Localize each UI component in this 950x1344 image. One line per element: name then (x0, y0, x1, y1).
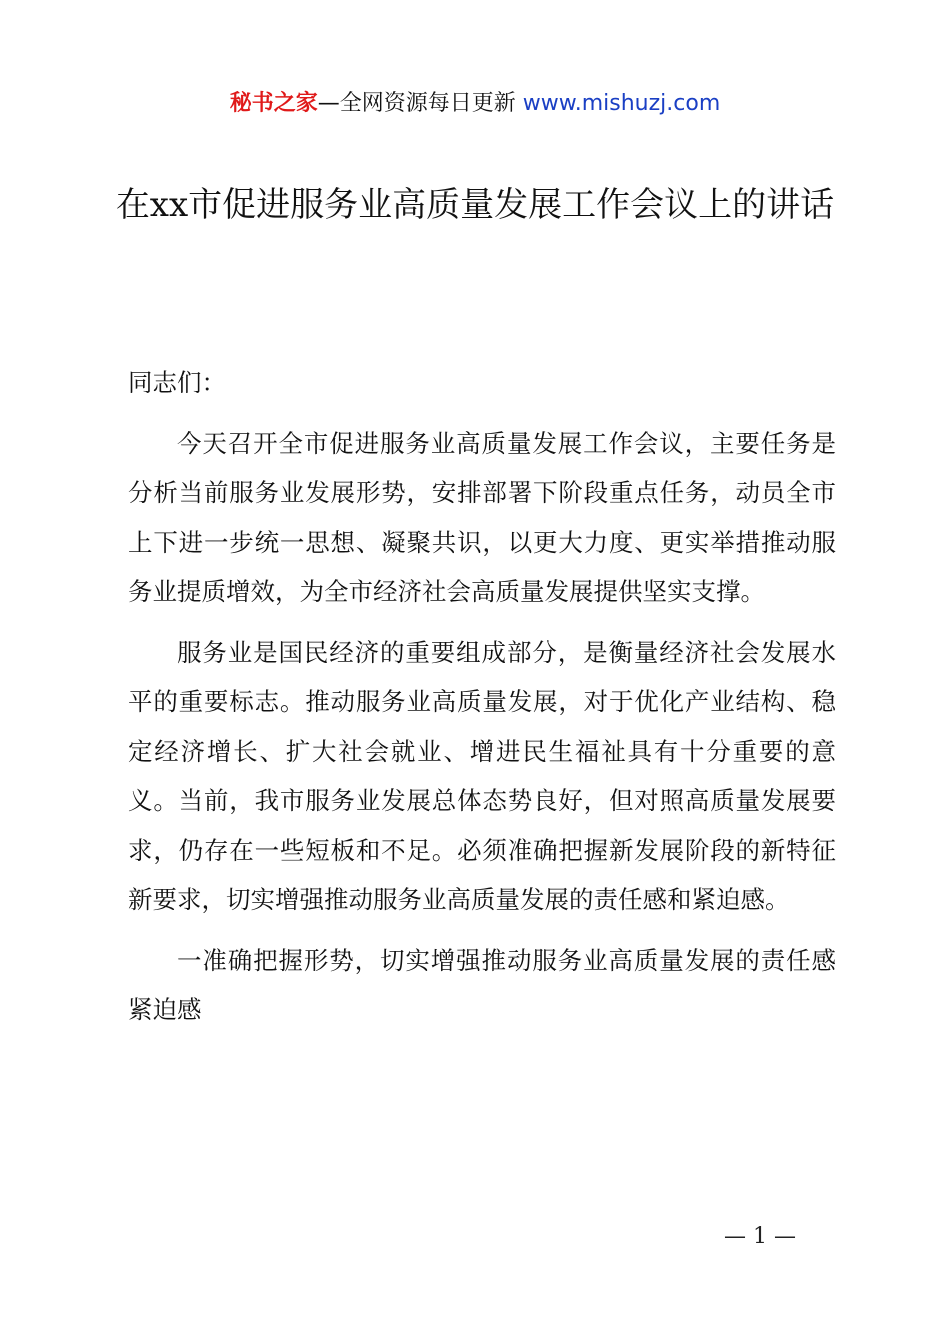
page-number: — 1 — (724, 1224, 796, 1249)
paragraph-intro: 今天召开全市促进服务业高质量发展工作会议，主要任务是分析当前服务业发展形势，安排部署下阶段重点任务，动员全市上下进一步统一思想、凝聚共识，以更大力度、更实举措推动服务业提质增效，为全市经济社会高质量发展提供坚实支撑。 (128, 428, 836, 606)
document-title: 在xx市促进服务业高质量发展工作会议上的讲话 (115, 185, 835, 225)
salutation: 同志们： (128, 368, 226, 397)
paragraph-importance: 服务业是国民经济的重要组成部分，是衡量经济社会发展水平的重要标志。推动服务业高质量发展，对于优化产业结构、稳定经济增长、扩大社会就业、增进民生福祉具有十分重要的意义。当前，我市服务业发展总体态势良好，但对照高质量发展要求，仍存在一些短板和不足。必须准确把握新发展阶段的新特征新要求，切实增强推动服务业高质量发展的责任感和紧迫感。 (128, 637, 836, 914)
section-heading: 一准确把握形势，切实增强推动服务业高质量发展的责任感紧迫感 (128, 945, 836, 1024)
site-url[interactable]: www.mishuzj.com (522, 91, 721, 116)
site-header (0, 88, 950, 120)
brand-name: 秘书之家 (229, 91, 318, 116)
document-body (128, 358, 836, 1046)
header-tagline: —全网资源每日更新 (317, 91, 516, 116)
